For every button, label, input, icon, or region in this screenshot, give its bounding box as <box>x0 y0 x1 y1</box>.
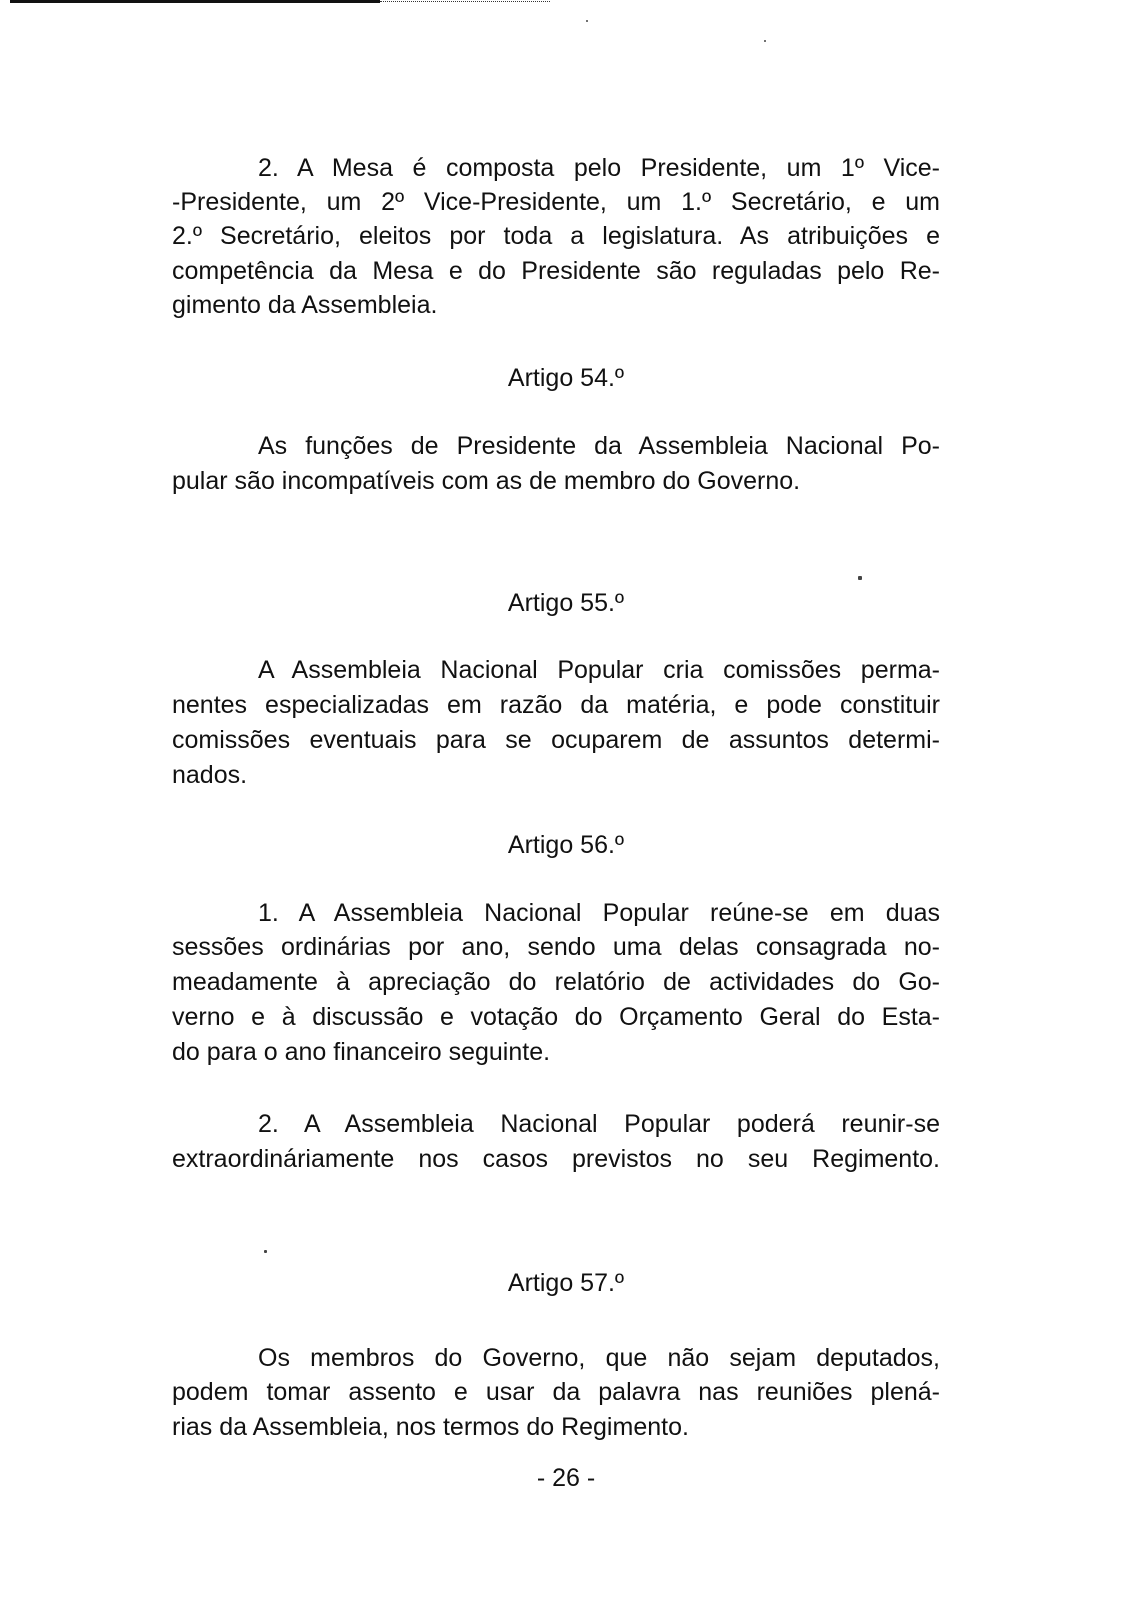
text-line: pular são incompatíveis com as de membro do Governo. <box>172 467 801 495</box>
text-line: Os membros do Governo, que não sejam deputados, <box>258 1344 940 1372</box>
text-line: podem tomar assento e usar da palavra nas reuniões plená- <box>172 1378 940 1406</box>
article-54-heading: Artigo 54.º <box>507 364 625 392</box>
text-line: competência da Mesa e do Presidente são reguladas pelo Re- <box>172 257 940 285</box>
text-line: 2. A Assembleia Nacional Popular poderá reunir-se <box>258 1110 940 1138</box>
text-line: As funções de Presidente da Assembleia Nacional Po- <box>258 432 940 460</box>
scan-edge-line <box>10 0 380 3</box>
scan-speck <box>586 20 588 22</box>
page-number: - 26 - <box>536 1464 596 1492</box>
text-line: do para o ano financeiro seguinte. <box>172 1038 551 1066</box>
text-line: sessões ordinárias por ano, sendo uma delas consagrada no- <box>172 933 940 961</box>
text-line: 1. A Assembleia Nacional Popular reúne-se em duas <box>258 899 940 927</box>
text-line: extraordináriamente nos casos previstos no seu Regimento. <box>172 1145 940 1173</box>
text-line: 2. A Mesa é composta pelo Presidente, um 1º Vice- <box>258 154 940 182</box>
text-line: verno e à discussão e votação do Orçamento Geral do Esta- <box>172 1003 940 1031</box>
text-line: A Assembleia Nacional Popular cria comissões perma- <box>258 656 940 684</box>
scan-speck <box>764 40 766 42</box>
text-line: meadamente à apreciação do relatório de actividades do Go- <box>172 968 940 996</box>
text-line: -Presidente, um 2º Vice-Presidente, um 1.º Secretário, e um <box>172 188 940 216</box>
article-56-heading: Artigo 56.º <box>507 831 625 859</box>
text-line: rias da Assembleia, nos termos do Regimento. <box>172 1413 689 1441</box>
scan-speck <box>264 1250 267 1253</box>
scan-speck <box>858 576 862 580</box>
text-line: comissões eventuais para se ocuparem de assuntos determi- <box>172 726 940 754</box>
article-55-heading: Artigo 55.º <box>507 589 625 617</box>
text-line: nentes especializadas em razão da matéria, e pode constituir <box>172 691 940 719</box>
text-line: 2.º Secretário, eleitos por toda a legislatura. As atribuições e <box>172 222 940 250</box>
article-57-heading: Artigo 57.º <box>507 1269 625 1297</box>
text-line: gimento da Assembleia. <box>172 291 438 319</box>
text-line: nados. <box>172 761 248 789</box>
scan-edge-dots <box>380 1 550 2</box>
